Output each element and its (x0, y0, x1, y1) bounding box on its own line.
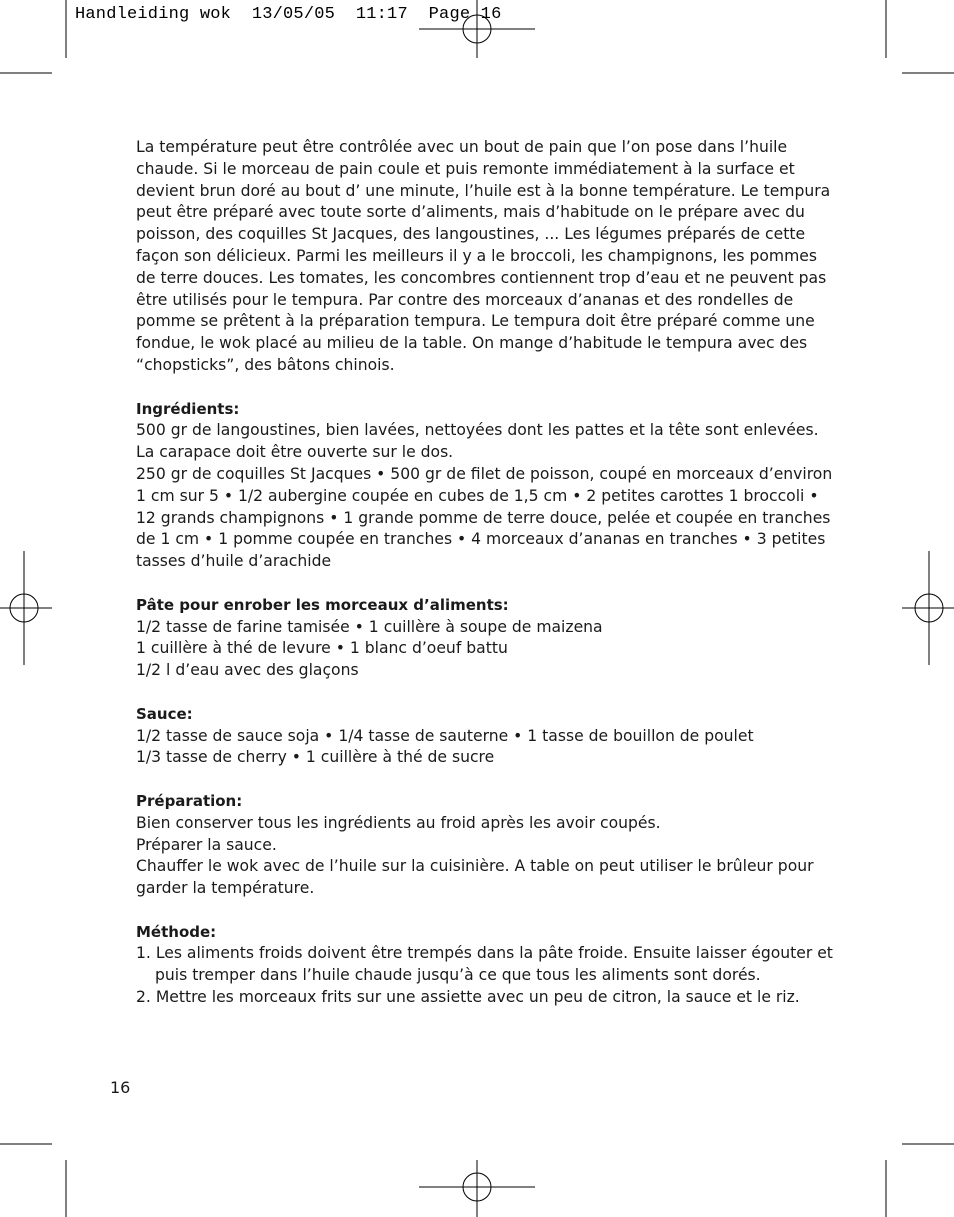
preparation-line: Bien conserver tous les ingrédients au froid après les avoir coupés. (136, 813, 661, 832)
registration-mark-left (0, 551, 52, 665)
method-heading: Méthode: (136, 922, 217, 941)
ingredients-line: 500 gr de langoustines, bien lavées, nettoyées dont les pattes et la tête sont enlevées. (136, 421, 819, 440)
preparation-section (136, 791, 836, 900)
registration-mark-top (419, 0, 535, 58)
page-content (136, 137, 836, 1031)
method-step: 1. Les aliments froids doivent être trempés dans la pâte froide. Ensuite laisser égouter et puis tremper dans l’huile chaude jusqu’à ce que tous les aliments sont dorés. (136, 944, 833, 985)
sauce-heading: Sauce: (136, 704, 193, 723)
intro-paragraph: La température peut être contrôlée avec un bout de pain que l’on pose dans l’huile chaude. Si le morceau de pain coule et puis remonte immédiatement à la surface et devient brun doré au bout d’ une minute, l’huile est à la bonne température. Le tempura peut être préparé avec toute sorte d’aliments, mais d’habitude on le prépare avec du poisson, des coquilles St Jacques, des langoustines, ... Les légumes préparés de cette façon son délicieux. Parmi les meilleurs il y a le broccoli, les champignons, les pommes de terre douces. Les tomates, les concombres contiennent trop d’eau et ne peuvent pas être utilisés pour le tempura. Par contre des morceaux d’ananas et des rondelles de pomme se prêtent à la préparation tempura. Le tempura doit être préparé comme une fondue, le wok placé au milieu de la table. On mange d’habitude le tempura avec des “chopsticks”, des bâtons chinois. (136, 138, 831, 374)
preparation-line: Chauffer le wok avec de l’huile sur la cuisinière. A table on peut utiliser le brûleur pour garder la température. (136, 857, 814, 898)
preparation-line: Préparer la sauce. (136, 835, 277, 854)
registration-mark-bottom (419, 1160, 535, 1217)
ingredients-line: 250 gr de coquilles St Jacques • 500 gr de filet de poisson, coupé en morceaux d’environ 1 cm sur 5 • 1/2 aubergine coupée en cubes de 1,5 cm • 2 petites carottes 1 broccoli • 12 grands champignons • 1 grande pomme de terre douce, pelée et coupée en tranches de 1 cm • 1 pomme coupée en tranches • 4 morceaux d’ananas en tranches • 3 petites tasses d’huile d’arachide (136, 464, 833, 571)
sauce-line: 1/3 tasse de cherry • 1 cuillère à thé de sucre (136, 748, 495, 767)
batter-line: 1/2 l d’eau avec des glaçons (136, 661, 359, 680)
batter-heading: Pâte pour enrober les morceaux d’aliments: (136, 595, 509, 614)
ingredients-heading: Ingrédients: (136, 399, 240, 418)
batter-line: 1 cuillère à thé de levure • 1 blanc d’oeuf battu (136, 639, 508, 658)
method-section (136, 922, 836, 1009)
sauce-section (136, 704, 836, 769)
page-number: 16 (110, 1078, 131, 1097)
sauce-line: 1/2 tasse de sauce soja • 1/4 tasse de sauterne • 1 tasse de bouillon de poulet (136, 726, 754, 745)
ingredients-line: La carapace doit être ouverte sur le dos. (136, 443, 454, 462)
registration-mark-right (902, 551, 954, 665)
preparation-heading: Préparation: (136, 791, 243, 810)
method-step: 2. Mettre les morceaux frits sur une assiette avec un peu de citron, la sauce et le riz. (136, 988, 800, 1007)
batter-line: 1/2 tasse de farine tamisée • 1 cuillère à soupe de maizena (136, 617, 603, 636)
print-slug: Handleiding wok 13/05/05 11:17 Page 16 (75, 5, 502, 24)
ingredients-section (136, 399, 836, 573)
batter-section (136, 595, 836, 682)
